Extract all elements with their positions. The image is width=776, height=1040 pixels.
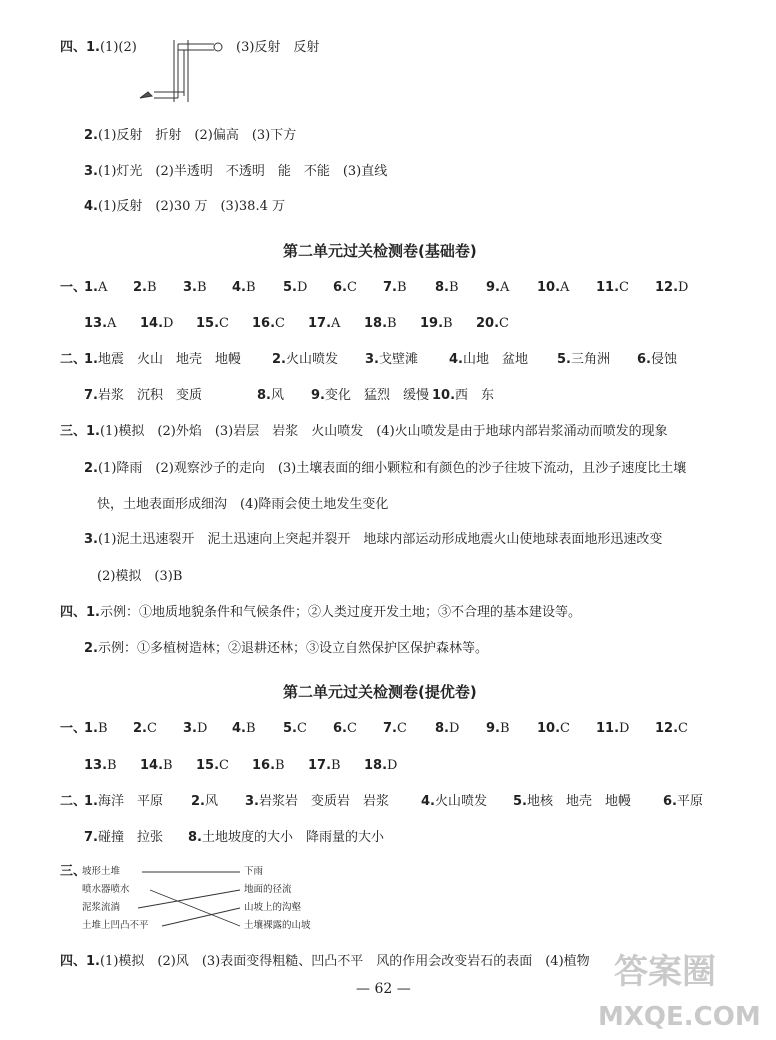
answer-text: (2)模拟 (3)B <box>97 569 183 584</box>
item-number: 2. <box>133 280 147 295</box>
item-answer: D <box>296 280 308 295</box>
item-answer: B <box>163 758 173 773</box>
item-number: 9. <box>486 280 500 295</box>
match-right-4: 土壤裸露的山坡 <box>244 920 311 931</box>
item-answer: C <box>296 721 307 736</box>
item-answer: A <box>97 280 108 295</box>
match-right-1: 下雨 <box>244 866 264 877</box>
q-label: 3. <box>84 164 98 179</box>
item-number: 6. <box>333 721 347 736</box>
item-answer: B <box>245 721 256 736</box>
q-label: 四、1. <box>60 605 100 620</box>
item-number: 6. <box>333 280 347 295</box>
answer-text: (1)反射 折射 (2)偏高 (3)下方 <box>97 128 297 143</box>
fill-label: 二、 <box>60 352 87 367</box>
item-answer: B <box>196 280 207 295</box>
item-answer: B <box>387 316 397 331</box>
item-answer: B <box>396 280 407 295</box>
item-number: 18. <box>364 316 388 331</box>
answer-text: (1)泥土迅速裂开 泥土迅速向上突起并裂开 地球内部运动形成地震火山使地球表面地形迅速改变 <box>97 532 663 547</box>
item-answer: C <box>275 316 285 331</box>
match-right-2: 地面的径流 <box>244 884 292 895</box>
item-answer: D <box>619 721 630 736</box>
answer-text: (1)反射 (2)30 万 (3)38.4 万 <box>97 199 285 214</box>
match-left-2: 喷水器喷水 <box>82 884 130 895</box>
match-left-3: 泥浆流淌 <box>82 902 121 913</box>
item-answer: 风 <box>204 794 218 809</box>
match-left-1: 坡形土堆 <box>82 866 121 877</box>
item-answer: 平原 <box>676 794 703 809</box>
item-answer: D <box>678 280 689 295</box>
answer-text: (1)灯光 (2)半透明 不透明 能 不能 (3)直线 <box>97 164 388 179</box>
item-answer: A <box>331 316 341 331</box>
q-label: 2. <box>84 128 98 143</box>
item-answer: C <box>396 721 407 736</box>
item-answer: C <box>560 721 570 736</box>
item-number: 15. <box>196 758 220 773</box>
adv-last-line <box>60 954 590 970</box>
item-answer: 戈壁滩 <box>378 352 418 367</box>
item-answer: 火山喷发 <box>285 352 338 367</box>
item-number: 3. <box>245 794 259 809</box>
item-answer: A <box>499 280 510 295</box>
item-number: 4. <box>421 794 435 809</box>
match-right-3: 山坡上的沟壑 <box>244 902 302 913</box>
item-answer: C <box>619 280 629 295</box>
item-answer: C <box>499 316 509 331</box>
answer-text: (1)模拟 (2)风 (3)表面变得粗糙、凹凸不平 风的作用会改变岩石的表面 (4)植物 <box>99 954 590 969</box>
item-number: 8. <box>435 280 449 295</box>
item-number: 1. <box>84 721 98 736</box>
item-answer: C <box>146 721 157 736</box>
answer-text: (3)反射 反射 <box>236 40 320 55</box>
item-number: 13. <box>84 316 108 331</box>
item-number: 7. <box>84 830 98 845</box>
item-number: 16. <box>252 758 276 773</box>
item-number: 20. <box>476 316 500 331</box>
item-answer: 地震 火山 地壳 地幔 <box>97 352 241 367</box>
item-answer: C <box>346 721 357 736</box>
item-answer: B <box>448 280 459 295</box>
q-label: 2. <box>84 641 98 656</box>
fill-label: 二、 <box>60 794 87 809</box>
item-number: 1. <box>84 794 98 809</box>
q-label: 3. <box>84 532 98 547</box>
item-answer: 海洋 平原 <box>97 794 163 809</box>
item-answer: D <box>448 721 460 736</box>
item-number: 16. <box>252 316 276 331</box>
item-number: 9. <box>311 388 325 403</box>
item-answer: B <box>107 758 117 773</box>
item-number: 3. <box>365 352 379 367</box>
answer-text: (1)(2) <box>99 40 137 55</box>
item-answer: 土地坡度的大小 降雨量的大小 <box>201 830 384 845</box>
item-number: 4. <box>232 721 246 736</box>
item-number: 12. <box>655 721 679 736</box>
item-number: 10. <box>537 280 561 295</box>
item-number: 12. <box>655 280 679 295</box>
item-answer: 地核 地壳 地幔 <box>526 794 631 809</box>
item-number: 7. <box>84 388 98 403</box>
item-answer: C <box>346 280 357 295</box>
item-answer: 山地 盆地 <box>462 352 528 367</box>
item-number: 14. <box>140 758 164 773</box>
item-answer: B <box>499 721 510 736</box>
item-number: 5. <box>283 721 297 736</box>
item-number: 3. <box>183 721 197 736</box>
answer-text: (1)模拟 (2)外焰 (3)岩层 岩浆 火山喷发 (4)火山喷发是由于地球内部岩浆涌动而喷发的现象 <box>99 424 668 439</box>
item-number: 2. <box>133 721 147 736</box>
item-answer: B <box>146 280 157 295</box>
item-answer: A <box>560 280 570 295</box>
item-number: 18. <box>364 758 388 773</box>
match-label: 三、 <box>60 864 87 879</box>
item-answer: 变化 猛烈 缓慢 <box>324 388 429 403</box>
item-number: 3. <box>183 280 197 295</box>
item-answer: 西 东 <box>455 388 495 403</box>
q-label: 4. <box>84 199 98 214</box>
watermark-bottom: MXQE.COM <box>598 1002 761 1032</box>
watermark-top: 答案圈 <box>614 952 716 992</box>
item-answer: 风 <box>270 388 284 403</box>
item-number: 4. <box>449 352 463 367</box>
item-answer: 火山喷发 <box>434 794 487 809</box>
item-answer: 三角洲 <box>570 352 610 367</box>
item-answer: 岩浆 沉积 变质 <box>97 388 202 403</box>
item-number: 9. <box>486 721 500 736</box>
item-number: 17. <box>308 758 332 773</box>
item-number: 1. <box>84 280 98 295</box>
item-answer: D <box>387 758 398 773</box>
q-label: 三、1. <box>60 424 100 439</box>
item-answer: B <box>245 280 256 295</box>
section-title-advanced: 第二单元过关检测卷(提优卷) <box>283 683 477 701</box>
item-answer: B <box>443 316 453 331</box>
answer-text: (1)降雨 (2)观察沙子的走向 (3)土壤表面的细小颗粒和有颜色的沙子往坡下流动，且沙子速度比土壤 <box>97 461 687 476</box>
item-answer: D <box>196 721 208 736</box>
item-number: 8. <box>188 830 202 845</box>
item-number: 14. <box>140 316 164 331</box>
q-label: 2. <box>84 461 98 476</box>
answer-text: 示例：①地质地貌条件和气候条件；②人类过度开发土地；③不合理的基本建设等。 <box>99 605 581 620</box>
item-answer: D <box>163 316 174 331</box>
item-answer: 侵蚀 <box>650 352 677 367</box>
answer-text: 示例：①多植树造林；②退耕还林；③设立自然保护区保护森林等。 <box>97 641 488 656</box>
item-answer: B <box>275 758 285 773</box>
item-number: 8. <box>257 388 271 403</box>
match-left-4: 土堆上凹凸不平 <box>82 920 149 931</box>
mc-label: 一、 <box>60 280 87 295</box>
item-number: 2. <box>272 352 286 367</box>
item-number: 7. <box>383 721 397 736</box>
item-number: 6. <box>637 352 651 367</box>
item-number: 11. <box>596 280 620 295</box>
item-number: 17. <box>308 316 332 331</box>
q-label: 四、1. <box>60 954 100 969</box>
item-number: 10. <box>432 388 456 403</box>
item-number: 1. <box>84 352 98 367</box>
mc-label: 一、 <box>60 721 87 736</box>
item-number: 11. <box>596 721 620 736</box>
item-answer: C <box>219 316 229 331</box>
item-number: 4. <box>232 280 246 295</box>
item-number: 19. <box>420 316 444 331</box>
item-number: 10. <box>537 721 561 736</box>
item-number: 5. <box>283 280 297 295</box>
page-number: — 62 — <box>356 981 411 997</box>
item-number: 6. <box>663 794 677 809</box>
item-number: 7. <box>383 280 397 295</box>
item-answer: 碰撞 拉张 <box>97 830 163 845</box>
item-number: 13. <box>84 758 108 773</box>
item-answer: C <box>678 721 688 736</box>
item-number: 15. <box>196 316 220 331</box>
item-answer: C <box>219 758 229 773</box>
item-number: 2. <box>191 794 205 809</box>
item-number: 5. <box>513 794 527 809</box>
item-answer: B <box>331 758 341 773</box>
q-label: 四、1. <box>60 40 100 55</box>
item-number: 8. <box>435 721 449 736</box>
section-title-basic: 第二单元过关检测卷(基础卷) <box>283 242 477 260</box>
item-answer: 岩浆岩 变质岩 岩浆 <box>258 794 389 809</box>
item-answer: A <box>107 316 117 331</box>
answer-text: 快，土地表面形成细沟 (4)降雨会使土地发生变化 <box>97 497 389 512</box>
item-number: 5. <box>557 352 571 367</box>
item-answer: B <box>97 721 108 736</box>
